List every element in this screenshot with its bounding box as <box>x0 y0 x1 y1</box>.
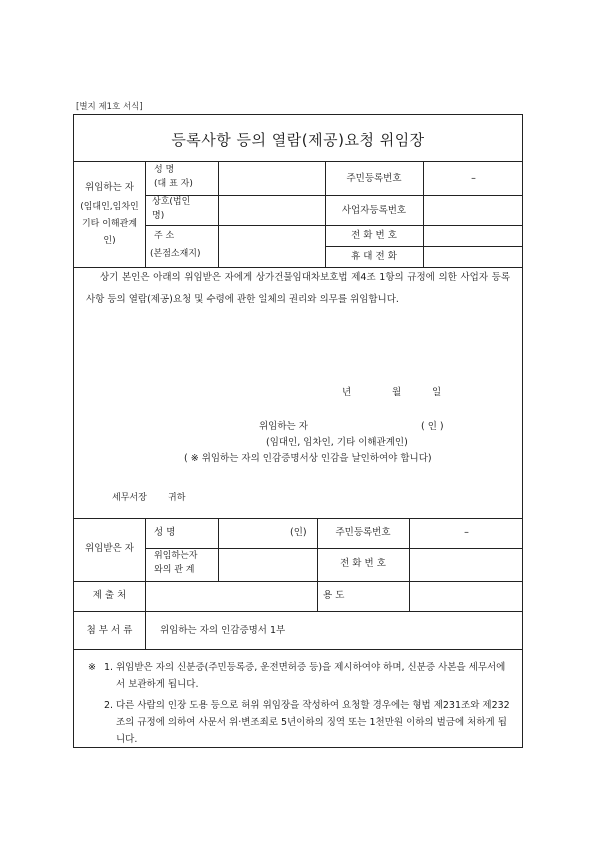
delegate-name-label: 성 명 <box>154 527 176 538</box>
signature-role: (임대인, 임차인, 기타 이해관계인) <box>266 437 408 448</box>
delegate-phone-label: 전 화 번 호 <box>340 558 386 569</box>
company-label: 상호(법인 <box>152 197 191 207</box>
divider <box>145 195 522 196</box>
delegate-label: 위임받은 자 <box>85 543 134 554</box>
attachments-label: 첨 부 서 류 <box>86 625 133 636</box>
addressee-honorific: 귀하 <box>168 493 186 503</box>
date-month: 월 <box>392 387 402 398</box>
divider <box>74 518 522 519</box>
divider <box>145 548 522 549</box>
date-day: 일 <box>432 387 442 398</box>
representative-label: (대 표 자) <box>154 179 193 189</box>
delegate-rrn-value: – <box>464 527 469 538</box>
note-item <box>86 659 510 693</box>
divider <box>218 518 219 581</box>
divider <box>145 161 146 267</box>
delegate-rrn-label: 주민등록번호 <box>335 527 391 538</box>
address-label: (본점소재지) <box>150 249 201 259</box>
divider <box>74 611 522 612</box>
divider <box>218 161 219 267</box>
divider <box>74 161 522 162</box>
note-number: 2. <box>104 700 114 711</box>
form-title: 등록사항 등의 열람(제공)요청 위임장 <box>171 131 425 149</box>
note-item <box>86 697 510 748</box>
divider <box>145 611 146 649</box>
relation-label: 와의 관 계 <box>154 565 195 575</box>
rrn-label: 주민등록번호 <box>346 173 402 184</box>
mobile-label: 휴 대 전 화 <box>351 251 397 262</box>
date-year: 년 <box>342 387 352 398</box>
submit-label: 제 출 처 <box>92 590 127 601</box>
purpose-label: 용 도 <box>323 590 345 601</box>
form-number-label: [별지 제1호 서식] <box>76 102 143 112</box>
signature-label: 위임하는 자 <box>259 421 308 432</box>
brn-label: 사업자등록번호 <box>341 205 407 216</box>
delegation-form <box>73 114 523 748</box>
phone-label: 전 화 번 호 <box>351 230 397 241</box>
note-number: 1. <box>104 662 114 673</box>
notes <box>86 659 510 748</box>
divider <box>409 581 410 611</box>
company-label: 명) <box>152 211 165 221</box>
divider <box>317 581 318 611</box>
note-star: ※ <box>88 662 96 673</box>
delegator-label: 위임하는 자 <box>85 182 134 193</box>
divider <box>74 649 522 650</box>
signature-note: ( ※ 위임하는 자의 인감증명서상 인감을 날인하여야 합니다) <box>184 453 432 464</box>
delegator-label: (임대인,임차인 <box>80 202 139 212</box>
divider <box>74 581 522 582</box>
delegation-statement: 상기 본인은 아래의 위임받은 자에게 상가건물임대차보호법 제4조 1항의 규정에 의한 사업자 등록사항 등의 열람(제공)요청 및 수령에 관한 일체의 권리와 의무를 위임합니다. <box>86 272 510 305</box>
name-label: 성 명 <box>154 165 175 175</box>
note-text: 다른 사람의 인장 도용 등으로 허위 위임장을 작성하여 요청할 경우에는 형법 제231조와 제232조의 규정에 의하여 사문서 위·변조죄로 5년이하의 징역 또는 1천만원 이하의 벌금에 처하게 됩니다. <box>116 700 510 745</box>
rrn-value: – <box>471 173 476 184</box>
divider <box>145 518 146 581</box>
address-label: 주 소 <box>154 231 175 241</box>
delegator-label: 인) <box>103 236 116 246</box>
attachments-value: 위임하는 자의 인감증명서 1부 <box>160 625 286 636</box>
delegator-label: 기타 이해관계 <box>81 219 138 229</box>
delegate-seal: (인) <box>290 527 307 538</box>
addressee-office: 세무서장 <box>112 493 147 503</box>
relation-label: 위임하는자 <box>154 551 198 561</box>
divider <box>145 581 146 611</box>
divider <box>145 225 522 226</box>
signature-seal: ( 인 ) <box>421 421 444 432</box>
note-text: 위임받은 자의 신분증(주민등록증, 운전면허증 등)을 제시하여야 하며, 신분증 사본을 세무서에서 보관하게 됩니다. <box>116 662 506 690</box>
